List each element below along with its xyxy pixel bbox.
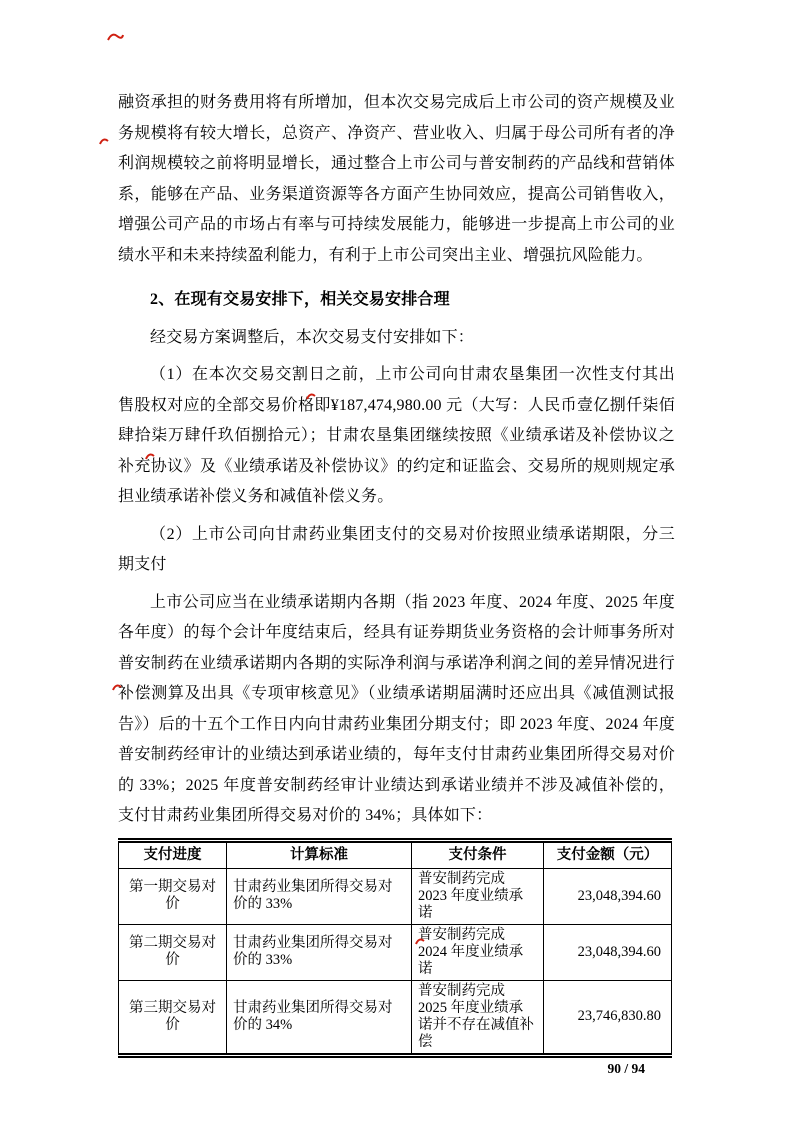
header-payment-condition: 支付条件 [412, 840, 544, 868]
document-body [118, 88, 675, 1077]
red-annotation-mark [106, 30, 124, 44]
header-payment-amount: 支付金额（元） [544, 840, 672, 868]
cell-basis-1: 甘肃药业集团所得交易对价的 33% [227, 868, 412, 924]
page-number: 90 / 94 [607, 1060, 645, 1076]
cell-basis-3: 甘肃药业集团所得交易对价的 34% [227, 980, 412, 1055]
header-calc-basis: 计算标准 [227, 840, 412, 868]
cell-condition-3: 普安制药完成 2025 年度业绩承诺并不存在减值补偿 [412, 980, 544, 1055]
payment-schedule-table [118, 838, 672, 1058]
header-payment-stage: 支付进度 [119, 840, 227, 868]
cell-condition-2: 普安制药完成 2024 年度业绩承诺 [412, 924, 544, 980]
red-annotation-mark [98, 134, 110, 147]
cell-stage-1: 第一期交易对价 [119, 868, 227, 924]
paragraph-financing-impact: 融资承担的财务费用将有所增加，但本次交易完成后上市公司的资产规模及业务规模将有较大增长，总资产、净资产、营业收入、归属于母公司所有者的净利润规模较之前将明显增长，通过整合上市公司与普安制药的产品线和营销体系，能够在产品、业务渠道资源等各方面产生协同效应，提高公司销售收入，增强公司产品的市场占有率与可持续发展能力，能够进一步提高上市公司的业绩水平和未来持续盈利能力，有利于上市公司突出主业、增强抗风险能力。 [118, 94, 675, 264]
paragraph-performance-commitment: 上市公司应当在业绩承诺期内各期（指 2023 年度、2024 年度、2025 年度各年度）的每个会计年度结束后，经具有证券期货业务资格的会计师事务所对普安制药在业绩承诺期内各期的实际净利润与承诺净利润之间的差异情况进行补偿测算及出具《专项审核意见》（业绩承诺期届满时还应出具《减值测试报告》）后的十五个工作日内向甘肃药业集团分期支付；即 2023 年度、2024 年度普安制药经审计的业绩达到承诺业绩的，每年支付甘肃药业集团所得交易对价的 33%；2025 年度普安制药经审计业绩达到承诺业绩并不涉及减值补偿的，支付甘肃药业集团所得交易对价的 34%；具体如下： [118, 593, 675, 824]
paragraph-item-2: （2）上市公司向甘肃药业集团支付的交易对价按照业绩承诺期限，分三期支付 [118, 525, 675, 573]
cell-amount-1: 23,048,394.60 [544, 868, 672, 924]
table-header-row [119, 840, 672, 868]
cell-basis-2: 甘肃药业集团所得交易对价的 33% [227, 924, 412, 980]
cell-stage-2: 第二期交易对价 [119, 924, 227, 980]
table-row [119, 868, 672, 924]
cell-amount-2: 23,048,394.60 [544, 924, 672, 980]
paragraph-item-1: （1）在本次交易交割日之前，上市公司向甘肃农垦集团一次性支付其出售股权对应的全部交易价格即¥187,474,980.00 元（大写：人民币壹亿捌仟柒佰肆拾柒万肆仟玖佰捌拾元）；甘肃农垦集团继续按照《业绩承诺及补偿协议之补充协议》及《业绩承诺及补偿协议》的约定和证监会、交易所的规则规定承担业绩承诺补偿义务和减值补偿义务。 [118, 366, 675, 505]
cell-condition-1: 普安制药完成 2023 年度业绩承诺 [412, 868, 544, 924]
cell-stage-3: 第三期交易对价 [119, 980, 227, 1055]
cell-amount-3: 23,746,830.80 [544, 980, 672, 1055]
paragraph-payment-intro: 经交易方案调整后，本次交易支付安排如下： [150, 328, 475, 346]
section-heading-2: 2、在现有交易安排下，相关交易安排合理 [150, 291, 450, 308]
table-row [119, 924, 672, 980]
table-row [119, 980, 672, 1055]
